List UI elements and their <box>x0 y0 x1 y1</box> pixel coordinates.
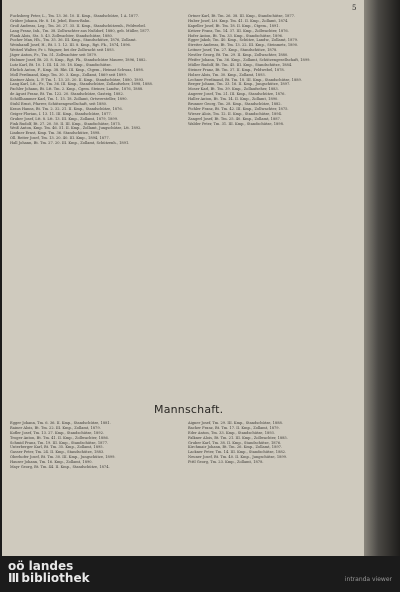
list-item: Stuhl Ernst, Pfarrer, Schützengesellschaft, seit 1880. <box>10 102 108 107</box>
list-item: Haller Anton, Bt. Tm. 14. II. Kmp., Zollamt, 1890. <box>188 97 279 102</box>
list-item: Streiter Andreas, Bt. Tm. 13. 22. III. Kmp., Steinmetz, 1890. <box>188 43 299 48</box>
list-item: Weitzel Walter, Fr. i. Wagner, bei der Zollwacht seit 1893. <box>10 48 115 53</box>
list-item: Schmid Franz, Tm. 19. III. Kmp., Standschütze, 1877. <box>10 440 109 445</box>
logo-bars-icon: III <box>8 571 19 585</box>
list-item: Walder Peter, Tm. 31. III. Kmp., Standschütze, 1898. <box>188 121 285 126</box>
section-heading: Mannschaft. <box>154 403 224 416</box>
list-item: Kastner Alois, L. F. Tm. 1. 13. 25. 20. II. Kmp., Standschütze, 1880, 1893. <box>10 77 145 82</box>
list-item: Pachler Johann, Bt. Ltt. Tm. 2. Kmp., Cgem. Steiner, Landw., 1876, 1888. <box>10 87 144 92</box>
list-item: Lang Karl, Ltt., Fr., Tm. 36. III. Kmp., Standschütze, Zollaufseher, 1898, 1888. <box>10 82 153 87</box>
list-item: Kapeller Josef, Bt. Tm. 18. II. Kmp., Ctgem., 1891. <box>188 23 280 28</box>
list-item: de Agust Franz, Bt. Tm. 122. 20. Standschütze, Gasteig, 1882. <box>10 92 124 97</box>
entries-column-left-top <box>10 14 180 146</box>
library-logo[interactable] <box>8 560 90 584</box>
list-item: Lindner Ernst, Kmp. Tm. 36. Standschütze, 1898. <box>10 131 101 136</box>
list-item: Kofler Josef, Tm. 13. 27. Kmp., Standschütze, 1892. <box>10 430 105 435</box>
list-item: Lang Franz, Inh., Tm. 38. Zollwachter aus Nußdorf, 1880, geb. Müller, 1877. <box>10 28 151 33</box>
list-item: Jäger Anton, Fr., Tm. 51. Zollwachter seit 1879. <box>10 53 98 58</box>
list-item: Kirchmair Johann, Bt. Tm. 26. Kmp., Zollamt, 1897. <box>188 445 283 450</box>
list-item: Rainer Alois, Bt. Tm. 22. III. Kmp., Zollamt, 1879. <box>10 425 101 430</box>
entries-column-left-bottom <box>10 421 180 470</box>
list-item: Pucher Max, Hh., Tm. 35. 36. III. Kmp., Standschütze, 1876, Zollamt. <box>10 38 137 43</box>
list-item: Groß Andreas, Leg., Tm. 26. 27. 35. II. Kmp., Standschützenh., Feldwebel. <box>10 23 146 28</box>
list-item: Huber Josef, Ltt. Kmp. Tm. 41. II. Kmp., Zollamt, 1874. <box>188 18 289 23</box>
scanned-page <box>2 0 364 556</box>
logo-line2: bibliothek <box>21 571 90 585</box>
list-item: Kritzer Franz, Tm. 14. 37. III. Kmp., Zollwachter, 1876. <box>188 28 289 33</box>
list-item: Nestler Georg, Bt. Tm. 29. II. Kmp., Zollwachter, 1880. <box>188 53 289 58</box>
list-item: Neuner Josef, Bt. Tm. 40. II. Kmp., Jungschütze, 1899. <box>188 455 288 460</box>
list-item: Zangerl Josef, Bt. Tm. 25. 40. Kmp., Zollamt, 1887. <box>188 116 281 121</box>
list-item: Müller Rudolf, Bt. Tm. 45. III. Kmp., Standschütze, 1884. <box>188 62 293 67</box>
list-item: Hauser Johann, Tm. 16. Kmp., Zollamt, 1890. <box>10 460 93 465</box>
list-item: Lackner Peter, Tm. 14. III. Kmp., Standschütze, 1882. <box>188 450 287 455</box>
list-item: Wieser Alois, Tm. 12. II. Kmp., Standschütze, 1894. <box>188 111 283 116</box>
list-item: Steiner Franz, Bt. Tm. 37. II. Kmp., Feldwebel, 1878. <box>188 67 285 72</box>
list-item: Schöllhammer Karl, Tm. 1. 15. 18. Zollamt, Ortsversteller, 1890. <box>10 97 128 102</box>
list-item: Fuchsberg Peter, L., Tm. 13. 36. 10. II. Kmp., Standschütze, 1 A. 1877. <box>10 14 140 18</box>
list-item: Aigner Josef, Tm. 29. III. Kmp., Standschütze, 1888. <box>188 421 283 425</box>
list-item: Moser Karl, Bt. Tm. 39. Kmp., Zollaufseher, 1883. <box>188 87 279 92</box>
list-item: Angerer Josef, Tm. 21. III. Kmp., Standschütze, 1876. <box>188 92 286 97</box>
list-item: Geiger Florian, I. 13. 11. III. Kmp., Standschütze, 1877. <box>10 111 112 116</box>
logo-line1: oö landes <box>8 559 74 573</box>
list-item: Holzer Alois, Tm. 30. Kmp., Zollamt, 1893. <box>188 72 266 77</box>
list-item: Pittl Georg, Tm. 23. Kmp., Zollamt, 1878. <box>188 460 264 465</box>
list-item: Lutz Karl, Bt. 10. 1. III. 14. 30. 18. Kmp., Standschütze. <box>10 62 112 67</box>
list-item: Fink Rudolf, Bt. 27. 20. 50. II. III. Kmp., Standschütze, 1875. <box>10 121 122 126</box>
list-item: Gruber Josef, Ltt. 8. Ltt. 13. III. Kmp., Zollamt, 1879, 1899. <box>10 116 119 121</box>
list-item: Brunner Georg, Tm. 28. Kmp., Standschütze, 1882. <box>188 102 282 107</box>
list-item: Oberhofer Josef, Bt. Tm. 30. III. Kmp., Jungschütze, 1899. <box>10 455 116 460</box>
list-item: Eder Anton, Tm. 33. Kmp., Standschütze, 1893. <box>188 430 275 435</box>
list-item: Berger Johann, Tm. 33. 16. II. Kmp., Jungschütze, 1897. <box>188 82 291 87</box>
list-item: Falkner Alois, Bt. Tm. 21. III. Kmp., Zollwachter, 1885. <box>188 435 288 440</box>
list-item: Ortner Karl, Bt. Tm. 26. 38. III. Kmp., Standschütze, 1877. <box>188 14 296 18</box>
page-number: 5 <box>352 4 357 12</box>
list-item: Weiß Anton, Kmp. Tm. 46. 51. II. Kmp., Zollamt, Jungschütze, Ltt. 1892. <box>10 126 142 131</box>
list-item: Hall Johann, Bt. Tm. 27. 20. III. Kmp., Zollamt, Schützenh., 1891. <box>10 141 130 146</box>
list-item: Plank Alois, Stz. 5. 43. Zollwachter, Standschütze, 1880. <box>10 33 113 38</box>
list-item: Mayr Georg, Bt. Tm. 44. II. Kmp., Standschütze, 1874. <box>10 465 110 470</box>
list-item: Egger Jakob, Tm. 40. Kmp., Schütze, Landw., Zollamt, 1879. <box>188 38 299 43</box>
list-item: Weinhandl Josef, H., Bt. I. 1. 12. III. 8. Kmp., Rgt. Fk., 1874, 1896. <box>10 43 131 48</box>
list-item: Troger Anton, Bt. Tm. 41. II. Kmp., Zollwachter, 1886. <box>10 435 109 440</box>
list-item: Pfeifer Johann, Tm. 36. Kmp., Zollamt, Schützengesellschaft, 1899. <box>188 58 311 63</box>
list-item: Gruber Karl, Tm. 38. II. Kmp., Standschütze, 1876. <box>188 440 282 445</box>
list-item: Unterberger Karl, Bt. Tm. 35. Kmp., Zollamt, 1895. <box>10 445 104 450</box>
list-item: Gasser Peter, Tm. 24. II. Kmp., Standschütze, 1883. <box>10 450 105 455</box>
list-item: Hubmer Josef, Bt. 25. 8. Kmp., Rgt. Fk., Standschütze Maurer, 1896, 1882. <box>10 58 147 63</box>
list-item: Hofer Anton, Bt. Tm. 33. Kmp., Standschütze, 1896. <box>188 33 284 38</box>
list-item: Pichler Franz, Bt. Tm. 42. III. Kmp., Zollwachter, 1875. <box>188 106 289 111</box>
list-item: Bacher Franz, Bt. Tm. 17. II. Kmp., Zollamt, 1879. <box>188 425 280 430</box>
list-item: Egger Johann, Tm. 6. 36. II. Kmp., Standschütze, 1881. <box>10 421 111 425</box>
list-item: Kraus Hanns, Bt. Tm. 2. 32. 21. II. Kmp., Standschütze, 1876. <box>10 106 123 111</box>
viewer-credit: intranda viewer <box>344 576 392 583</box>
book-gutter <box>364 0 400 556</box>
list-item: Grüber Johann, Hr. 8. 16. Jebel, Eisen-Bahn. <box>10 18 91 23</box>
list-item: Leitner Josef, Tm. 27. Kmp., Standschütze, 1878. <box>188 48 278 53</box>
entries-column-right-bottom <box>188 421 358 465</box>
list-item: Oll. Reiter Josef, Tm. 13. 20. 40. III. Kmp., 1894, 1877. <box>10 136 110 141</box>
list-item: Ehrlich Anton, F., Kmp. 38. Rkt. III. Kmp., Ctgem., Heimat Schwaz, 1898. <box>10 67 144 72</box>
list-item: Lechner Ferdinand, Bt. Tm. 18. III. Kmp., Standschütze, 1889. <box>188 77 302 82</box>
entries-column-right-top <box>188 14 358 126</box>
list-item: Moll Ferdinand, Kmp. Tm. 30. 3. Kmp., Zollamt, 1869 seit 1899. <box>10 72 127 77</box>
